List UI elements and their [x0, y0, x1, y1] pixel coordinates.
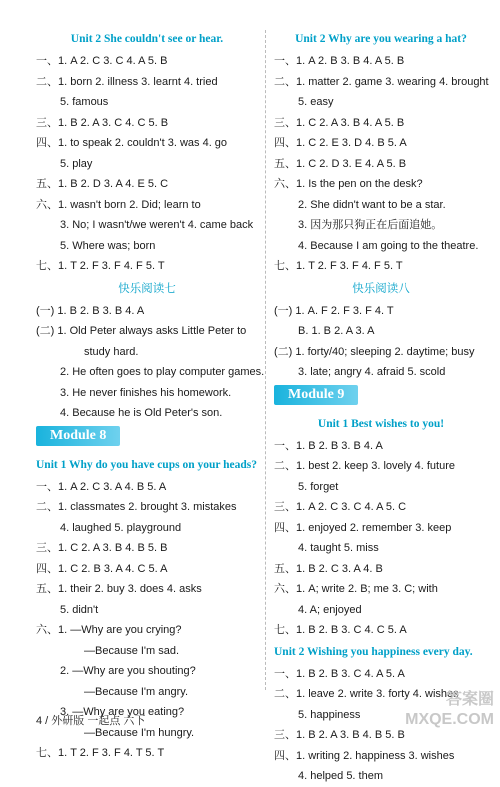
answer-line: 四、1. writing 2. happiness 3. wishes [274, 749, 455, 762]
answer-line: 2. She didn't want to be a star. [298, 198, 446, 211]
answer-line: 六、1. wasn't born 2. Did; learn to [36, 198, 201, 211]
answer-line: 三、1. B 2. A 3. C 4. C 5. B [36, 116, 169, 129]
answer-line: —Because I'm hungry. [84, 726, 195, 739]
module-row [36, 424, 258, 454]
answer-line: 2. He often goes to play computer games. [60, 366, 265, 378]
answer-line: 七、1. T 2. F 3. F 4. F 5. T [274, 260, 403, 272]
module-badge: Module 8 [36, 426, 120, 446]
answer-line: 3. —Why are you eating? [60, 706, 185, 718]
answer-line: 五、1. B 2. C 3. A 4. B [274, 562, 383, 575]
answer-line: 七、1. T 2. F 3. F 4. T 5. T [36, 747, 165, 759]
answer-line: 四、1. C 2. E 3. D 4. B 5. A [274, 137, 407, 149]
answer-line: 五、1. C 2. D 3. E 4. A 5. B [274, 157, 407, 170]
answer-line: 一、1. B 2. B 3. C 4. A 5. A [274, 667, 405, 680]
module-badge: Module 9 [274, 385, 358, 405]
answer-line: 二、1. leave 2. write 3. forty 4. wishes [274, 688, 459, 700]
answer-line: 5. easy [298, 96, 334, 108]
answer-line: 5. famous [60, 96, 109, 108]
answer-line: 4. Because he is Old Peter's son. [60, 407, 223, 419]
answer-line: 四、1. enjoyed 2. remember 3. keep [274, 521, 452, 534]
answer-line: study hard. [84, 345, 139, 358]
answer-line: 3. He never finishes his homework. [60, 386, 232, 399]
unit-heading: Unit 2 Why are you wearing a hat? [295, 33, 467, 45]
left-column [36, 28, 265, 764]
unit-heading: Unit 1 Best wishes to you! [317, 417, 445, 430]
answer-line: 3. No; I wasn't/we weren't 4. came back [60, 219, 254, 231]
answer-line: 四、1. C 2. B 3. A 4. C 5. A [36, 562, 168, 575]
answer-line: 2. —Why are you shouting? [60, 665, 196, 677]
answer-line: 三、1. B 2. A 3. B 4. B 5. B [274, 729, 405, 741]
answer-line: 4. laughed 5. playground [60, 521, 182, 534]
answer-line: 三、1. C 2. A 3. B 4. A 5. B [274, 116, 405, 129]
answer-line: 3. late; angry 4. afraid 5. scold [298, 366, 446, 378]
answer-line: 三、1. A 2. C 3. C 4. A 5. C [274, 501, 407, 513]
answer-line: 4. helped 5. them [298, 770, 384, 782]
answer-line: —Because I'm sad. [84, 644, 180, 657]
answer-line: 5. happiness [298, 708, 361, 721]
answer-line: 五、1. B 2. D 3. A 4. E 5. C [36, 178, 169, 190]
reading-section-title: 快乐阅读七 [118, 282, 176, 295]
watermark-line-1: 答案圈 [445, 691, 494, 708]
answer-line: 六、1. Is the pen on the desk? [274, 178, 423, 190]
answer-line: 六、1. A; write 2. B; me 3. C; with [274, 583, 438, 595]
answer-line: 4. taught 5. miss [298, 542, 379, 554]
unit-heading: Unit 2 She couldn't see or hear. [70, 33, 224, 45]
answer-line: 3. 因为那只狗正在后面追她。 [298, 219, 443, 231]
answer-line: 4. A; enjoyed [298, 603, 362, 616]
answer-line: 七、1. T 2. F 3. F 4. F 5. T [36, 260, 165, 272]
answer-line: B. 1. B 2. A 3. A [298, 325, 375, 337]
answer-line: (一) 1. B 2. B 3. B 4. A [36, 304, 145, 317]
answer-line: 一、1. B 2. B 3. B 4. A [274, 439, 383, 452]
answer-line: 六、1. —Why are you crying? [36, 624, 182, 636]
answer-line: 二、1. born 2. illness 3. learnt 4. tried [36, 75, 218, 88]
answer-line: (二) 1. Old Peter always asks Little Peter to [36, 325, 247, 337]
answer-line: 5. forget [298, 480, 339, 493]
answer-line: 5. Where was; born [60, 239, 156, 252]
answer-line: 三、1. C 2. A 3. B 4. B 5. B [36, 542, 168, 554]
module-row [274, 383, 488, 413]
answer-line: 五、1. their 2. buy 3. does 4. asks [36, 583, 202, 595]
unit-heading: Unit 2 Wishing you happiness every day. [274, 645, 473, 658]
unit-heading: Unit 1 Why do you have cups on your heads? [36, 458, 258, 471]
answer-line: 二、1. classmates 2. brought 3. mistakes [36, 501, 237, 513]
answer-line: 二、1. matter 2. game 3. wearing 4. brought [274, 75, 489, 88]
page-footer: 4 / 外研版 一起点 六下 [36, 715, 146, 727]
answer-line: 一、1. A 2. C 3. C 4. A 5. B [36, 55, 168, 67]
column-divider [265, 30, 266, 690]
answer-line: 一、1. A 2. B 3. B 4. A 5. B [274, 55, 405, 67]
answer-line: (二) 1. forty/40; sleeping 2. daytime; busy [274, 345, 475, 358]
answer-line: 5. play [60, 157, 93, 170]
answer-line: —Because I'm angry. [84, 685, 188, 698]
watermark-logo [384, 690, 494, 730]
answer-line: 5. didn't [60, 603, 99, 616]
reading-section-title: 快乐阅读八 [352, 282, 410, 295]
answer-line: 七、1. B 2. B 3. C 4. C 5. A [274, 624, 407, 636]
answer-line: (一) 1. A. F 2. F 3. F 4. T [274, 304, 394, 317]
watermark-line-2: MXQE.COM [405, 711, 494, 728]
right-column [274, 28, 488, 787]
answer-line: 二、1. best 2. keep 3. lovely 4. future [274, 460, 455, 472]
answer-line: 4. Because I am going to the theatre. [298, 239, 479, 252]
answer-line: 一、1. A 2. C 3. A 4. B 5. A [36, 480, 167, 493]
answer-line: 四、1. to speak 2. couldn't 3. was 4. go [36, 137, 228, 149]
